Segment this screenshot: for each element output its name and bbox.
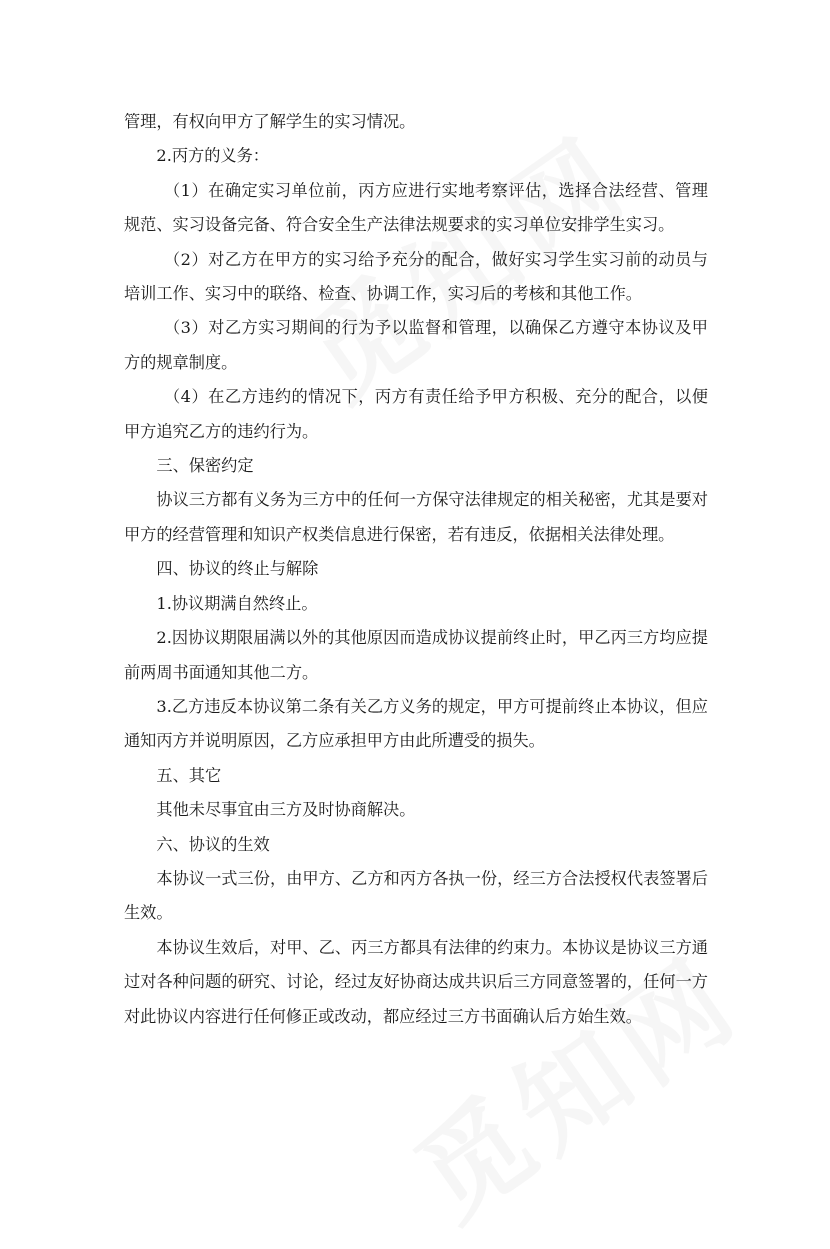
section-heading-termination: 四、协议的终止与解除 bbox=[156, 559, 319, 579]
list-item-obligation-1: （1）在确定实习单位前，丙方应进行实地考察评估，选择合法经营、管理规范、实习设备完备、符合安全生产法律法规要求的实习单位安排学生实习。 bbox=[124, 180, 708, 235]
list-item-obligation-4: （4）在乙方违约的情况下，丙方有责任给予甲方积极、充分的配合，以便甲方追究乙方的违约行为。 bbox=[124, 387, 708, 441]
section-heading-other: 五、其它 bbox=[156, 765, 222, 785]
section-heading-confidentiality: 三、保密约定 bbox=[156, 456, 254, 476]
paragraph-other: 其他未尽事宜由三方及时协商解决。 bbox=[156, 800, 416, 820]
paragraph-effectiveness-1: 本协议一式三份，由甲方、乙方和丙方各执一份，经三方合法授权代表签署后生效。 bbox=[124, 868, 708, 923]
paragraph-continuation: 管理，有权向甲方了解学生的实习情况。 bbox=[124, 112, 416, 131]
section-heading-effectiveness: 六、协议的生效 bbox=[156, 834, 270, 854]
list-item-termination-3: 3.乙方违反本协议第二条有关乙方义务的规定，甲方可提前终止本协议，但应通知丙方并说明原因，乙方应承担甲方由此所遭受的损失。 bbox=[124, 696, 708, 751]
list-item-obligation-2: （2）对乙方在甲方的实习给予充分的配合，做好实习学生实习前的动员与培训工作、实习中的联络、检查、协调工作，实习后的考核和其他工作。 bbox=[124, 249, 708, 304]
list-item-termination-2: 2.因协议期限届满以外的其他原因而造成协议提前终止时，甲乙丙三方均应提前两周书面通知其他二方。 bbox=[124, 628, 708, 682]
paragraph-effectiveness-2: 本协议生效后，对甲、乙、丙三方都具有法律的约束力。本协议是协议三方通过对各种问题的研究、讨论，经过友好协商达成共识后三方同意签署的，任何一方对此协议内容进行任何修正或改动，都应经过三方书面确认后方始生效。 bbox=[124, 937, 708, 1026]
list-item-termination-1: 1.协议期满自然终止。 bbox=[156, 593, 318, 613]
document-body bbox=[124, 105, 708, 1034]
subheading-party-c-obligations: 2.丙方的义务： bbox=[156, 146, 269, 166]
paragraph-confidentiality: 协议三方都有义务为三方中的任何一方保守法律规定的相关秘密，尤其是要对甲方的经营管理和知识产权类信息进行保密，若有违反，依据相关法律处理。 bbox=[124, 490, 708, 544]
list-item-obligation-3: （3）对乙方实习期间的行为予以监督和管理，以确保乙方遵守本协议及甲方的规章制度。 bbox=[124, 318, 708, 372]
